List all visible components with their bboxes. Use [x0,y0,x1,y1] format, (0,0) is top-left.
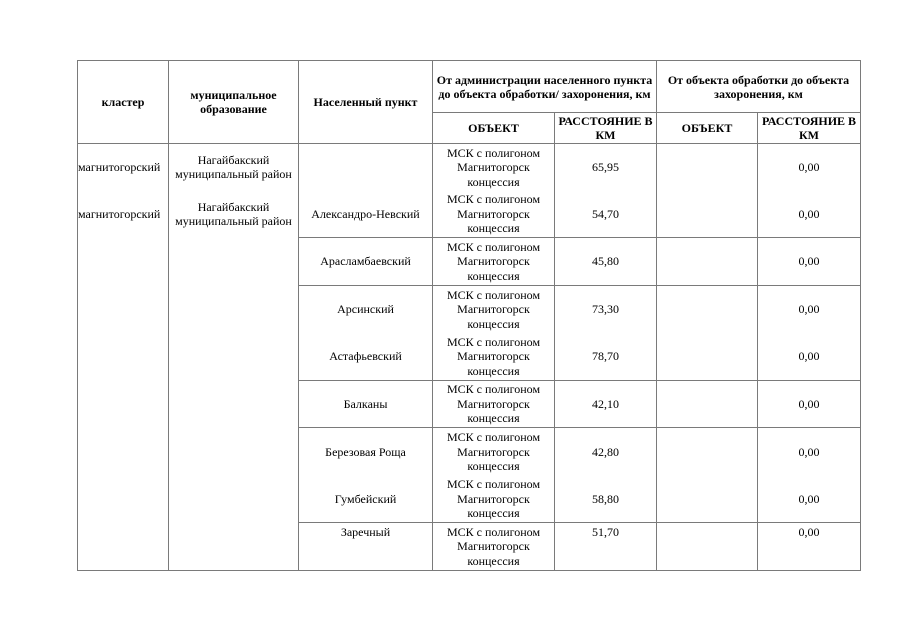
table-row [78,428,861,476]
settlement-cell: Астафьевский [299,333,433,381]
distance-cell: 42,80 [555,428,657,476]
municipality-cell [169,523,299,571]
table-row [78,286,861,333]
object-cell: МСК с полигоном Магнитогорск концессия [433,238,555,286]
distance2-cell: 0,00 [758,523,861,571]
header-settlement: Населенный пункт [299,61,433,144]
object2-cell [657,333,758,381]
table-row [78,238,861,286]
object-cell: МСК с полигоном Магнитогорск концессия [433,191,555,238]
table-row [78,333,861,381]
object2-cell [657,381,758,428]
object2-cell [657,191,758,238]
header-group-admin-to-object: От администрации населенного пункта до объекта обработки/ захоронения, км [433,61,657,113]
object-cell: МСК с полигоном Магнитогорск концессия [433,381,555,428]
distance-cell: 54,70 [555,191,657,238]
distance2-cell: 0,00 [758,238,861,286]
object-cell: МСК с полигоном Магнитогорск концессия [433,144,555,191]
distance-cell: 73,30 [555,286,657,333]
header-object-1: ОБЪЕКТ [433,113,555,144]
object2-cell [657,523,758,571]
header-group-object-to-burial: От объекта обработки до объекта захоронения, км [657,61,861,113]
distance2-cell: 0,00 [758,333,861,381]
table-row [78,476,861,523]
cluster-cell [78,381,169,428]
object2-cell [657,428,758,476]
distance2-cell: 0,00 [758,476,861,523]
header-municipality: муниципальное образование [169,61,299,144]
distance2-cell: 0,00 [758,381,861,428]
cluster-cell [78,428,169,476]
object-cell: МСК с полигоном Магнитогорск концессия [433,523,555,571]
cluster-cell [78,523,169,571]
header-distance-1: РАССТОЯНИЕ В КМ [555,113,657,144]
cluster-cell: магнитогорский [78,144,169,191]
settlement-cell: Арасламбаевский [299,238,433,286]
settlement-cell: Арсинский [299,286,433,333]
object2-cell [657,286,758,333]
object2-cell [657,144,758,191]
distance-cell: 42,10 [555,381,657,428]
municipality-cell [169,476,299,523]
municipality-cell [169,238,299,286]
object-cell: МСК с полигоном Магнитогорск концессия [433,428,555,476]
object-cell: МСК с полигоном Магнитогорск концессия [433,476,555,523]
header-object-2: ОБЪЕКТ [657,113,758,144]
municipality-cell [169,333,299,381]
municipality-cell: Нагайбакский муниципальный район [169,191,299,238]
municipality-cell [169,286,299,333]
municipality-cell: Нагайбакский муниципальный район [169,144,299,191]
municipality-cell [169,428,299,476]
cluster-cell [78,476,169,523]
distance2-cell: 0,00 [758,191,861,238]
object2-cell [657,238,758,286]
table-row [78,381,861,428]
cluster-cell [78,238,169,286]
distance-cell: 51,70 [555,523,657,571]
settlement-cell [299,144,433,191]
cluster-cell [78,286,169,333]
distance-cell: 45,80 [555,238,657,286]
distance-table [77,60,861,571]
object-cell: МСК с полигоном Магнитогорск концессия [433,333,555,381]
table-row [78,144,861,191]
settlement-cell: Березовая Роща [299,428,433,476]
municipality-cell [169,381,299,428]
distance-cell: 65,95 [555,144,657,191]
header-cluster: кластер [78,61,169,144]
distance2-cell: 0,00 [758,286,861,333]
cluster-cell: магнитогорский [78,191,169,238]
settlement-cell: Балканы [299,381,433,428]
distance-cell: 78,70 [555,333,657,381]
table-row [78,523,861,571]
settlement-cell: Александро-Невский [299,191,433,238]
settlement-cell: Заречный [299,523,433,571]
object-cell: МСК с полигоном Магнитогорск концессия [433,286,555,333]
cluster-cell [78,333,169,381]
settlement-cell: Гумбейский [299,476,433,523]
table-row [78,191,861,238]
distance2-cell: 0,00 [758,144,861,191]
distance2-cell: 0,00 [758,428,861,476]
object2-cell [657,476,758,523]
header-distance-2: РАССТОЯНИЕ В КМ [758,113,861,144]
distance-cell: 58,80 [555,476,657,523]
